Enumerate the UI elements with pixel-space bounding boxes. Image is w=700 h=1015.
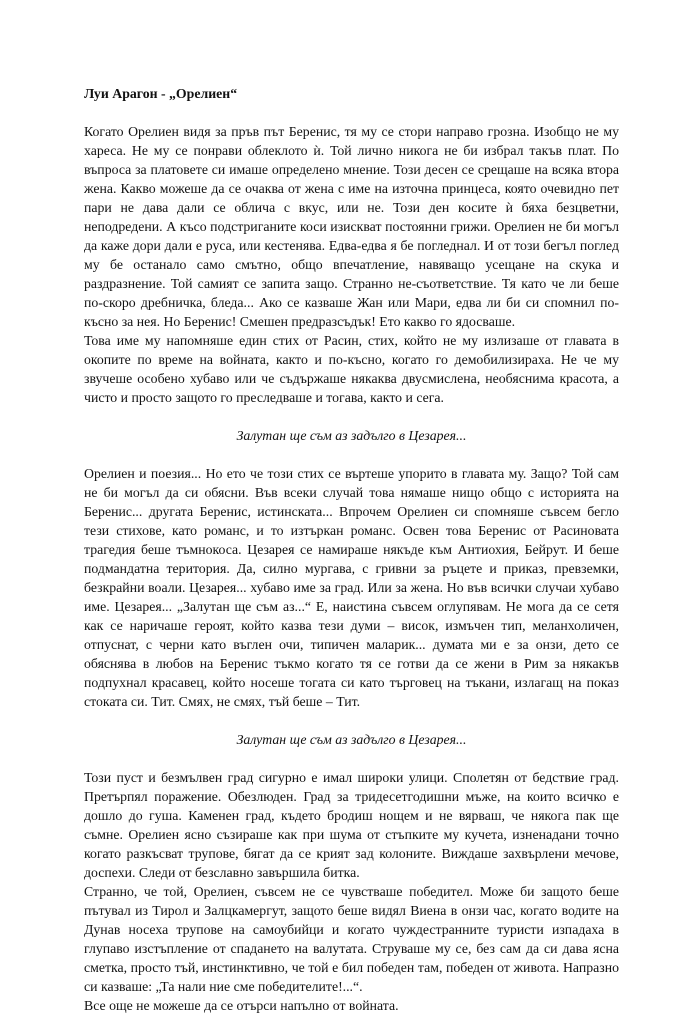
paragraph-2: Това име му напомняше един стих от Расин, стих, който не му излизаше от главата в окопите по време на войната, както и по-късно, когато го демобилизираха. Не че му звучеше особено хубаво или че съдържаше някаква двусмислена, необяснима красота, а чисто и просто защото го преследваше и тогава, както и сега.: [84, 333, 619, 405]
paragraph-4: Този пуст и безмълвен град сигурно е имал широки улици. Сполетян от бедствие град. Претърпял поражение. Обезлюден. Град за тридесетгодишни мъже, на които всичко е дошло до гуша. Каменен град, където бродиш нощем и не вярваш, че някога пак ще съмне. Орелиен ясно съзираше как при шума от стъпките му кучета, изненадани точно когато разкъсват трупове, бягат да се крият зад колоните. Виждаше захвърлени мечове, доспехи. Следи от безславно завършила битка.: [84, 770, 619, 880]
paragraph-6: Все още не можеше да се отърси напълно от войната.: [84, 998, 399, 1013]
paragraph-3: Орелиен и поезия... Но ето че този стих се въртеше упорито в главата му. Защо? Той сам не би могъл да си обясни. Във всеки случай това нямаше нищо общо с историята на Беренис... другата Беренис, истинската... Впрочем Орелиен си спомняше съвсем бегло тези стихове, като романс, и то изтъркан романс. Освен това Беренис от Расиновата трагедия беше тъмнокоса. Цезарея се намираше някъде към Антиохия, Бейрут. И беше подмандатна територия. Да, силно мургава, с гривни за ръцете и приказ, превземки, безкрайни воали. Цезарея... хубаво име за град. Или за жена. Но във всички случаи хубаво име. Цезарея... „Залутан ще съм аз...“ Е, наистина съвсем оглупявам. Не мога да се сетя как се наричаше героят, който казва тези думи – висок, измъчен тип, меланхоличен, отпуснат, с черни като въглен очи, типичен маларик... думата ми е за онзи, дето се обяснява в любов на Беренис тъкмо когато тя се готви да се жени в Рим за някакъв подпухнал красавец, който носеше тогата си като търговец на тъкани, излагащ на показ стоката си. Тит. Смях, не смях, тъй беше – Тит.: [84, 466, 619, 709]
paragraph-5: Странно, че той, Орелиен, съвсем не се чувстваше победител. Може би защото беше пътувал из Тирол и Залцкамергут, защото беше видял Виена в онзи час, когато водите на Дунав носеха трупове на самоубийци и когато чуждестранните туристи изпадаха в глупаво изстъпление от спадането на валутата. Струваше му се, без сам да си дава ясна сметка, просто тъй, инстинктивно, че той е бил победен там, победен от живота. Напразно си казваше: „Та нали ние сме победителите!...“.: [84, 884, 619, 994]
quote-line-2: Залутан ще съм аз задълго в Цезарея...: [236, 732, 467, 747]
paragraph-1: Когато Орелиен видя за пръв път Беренис, тя му се стори направо грозна. Изобщо не му хареса. Не му се понрави облеклото ѝ. Той лично никога не би избрал такъв плат. По въпроса за платовете си имаше определено мнение. Този десен се срещаше на всяка втора жена. Какво можеше да се очаква от жена с име на източна принцеса, която очевидно пет пари не дава дали се облича с вкус, или не. Този ден косите ѝ бяха безцветни, неподредени. А късо подстриганите коси изискват постоянни грижи. Орелиен не би могъл да каже дори дали е руса, или кестенява. Едва-едва я бе погледнал. И от този бегъл поглед му бе останало само смътно, общо впечатление, навяващо усещане на скука и раздразнение. Той самият се запита защо. Странно не-съответствие. Тя като че ли беше по-скоро дребничка, бледа... Ако се казваше Жан или Мари, едва ли би си спомнил по-късно за нея. Но Беренис! Смешен предразсъдък! Ето какво го ядосваше.: [84, 124, 619, 329]
quote-line-1: Залутан ще съм аз задълго в Цезарея...: [236, 428, 467, 443]
document-page: [84, 84, 619, 1015]
document-title: Луи Арагон - „Орелиен“: [84, 86, 238, 101]
